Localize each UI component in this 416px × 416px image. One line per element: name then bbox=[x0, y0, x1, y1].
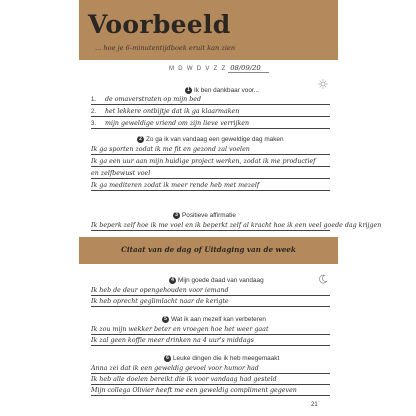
section-number: 6 bbox=[164, 355, 171, 362]
great-day-line-4[interactable] bbox=[91, 181, 330, 191]
date-field: 08/09/20 bbox=[228, 64, 269, 73]
page-subtitle: ... hoe je 6-minutentijdboek eruit kan zien bbox=[95, 44, 236, 52]
improve-line-2[interactable] bbox=[91, 336, 330, 346]
section-number: 3 bbox=[173, 212, 180, 219]
weekday-letters: M D W D V Z Z bbox=[169, 66, 227, 72]
section-number: 5 bbox=[162, 316, 169, 323]
improve-heading-label: Wat ik aan mezelf kan verbeteren bbox=[171, 316, 266, 323]
line-text: Ik ga mediteren zodat ik meer rende heb met mezelf bbox=[91, 182, 260, 189]
fun-things-line-3[interactable] bbox=[91, 386, 330, 396]
journal-page bbox=[79, 0, 382, 416]
gratitude-line-2[interactable]: 2. het lekkere ontbijtje dat ik ga klaarmaken bbox=[91, 107, 330, 117]
gratitude-line-3[interactable]: 3. mijn geweldige vriend om zijn lieve verrijken bbox=[91, 119, 330, 129]
line-text: Mijn collega Olivier heeft me een geweldig compliment gegeven bbox=[91, 387, 297, 394]
gratitude-heading bbox=[185, 87, 259, 94]
line-text: Ik ga een uur aan mijn huidige project werken, zodat ik me productief bbox=[91, 158, 316, 165]
great-day-line-2[interactable] bbox=[91, 157, 330, 167]
good-deed-heading-label: Mijn goede daad van vandaag bbox=[178, 277, 264, 284]
great-day-heading bbox=[137, 136, 284, 143]
section-number: 1 bbox=[185, 87, 192, 94]
line-text: de omaverstraten op mijn bed bbox=[105, 96, 202, 103]
affirmation-heading-label: Positieve affirmatie bbox=[182, 212, 236, 219]
good-deed-line-2[interactable] bbox=[91, 297, 330, 307]
line-text: Ik zal geen koffie meer drinken na 4 uur's middags bbox=[91, 337, 254, 344]
line-text: Ik zou mijn wekker beter en vroegen hoe het weer gaat bbox=[91, 326, 269, 333]
line-text: en zelfbewust voel bbox=[91, 170, 151, 177]
line-text: Ik heb alle doelen bereikt die ik voor vandaag had gesteld bbox=[91, 376, 277, 383]
line-text: Anna zei dat ik een geweldig gevoel voor humor had bbox=[91, 365, 259, 372]
date-row bbox=[169, 64, 269, 72]
section-number: 2 bbox=[137, 136, 144, 143]
line-text: mijn geweldige vriend om zijn lieve verrijken bbox=[105, 120, 250, 127]
fun-things-line-1[interactable] bbox=[91, 364, 330, 374]
great-day-heading-label: Zo ga ik van vandaag een geweldige dag maken bbox=[146, 136, 284, 143]
good-deed-line-1[interactable] bbox=[91, 286, 330, 296]
section-number: 4 bbox=[169, 277, 176, 284]
affirmation-heading bbox=[173, 212, 236, 219]
improve-line-1[interactable] bbox=[91, 325, 330, 335]
line-text: Ik heb de deur opengehouden voor iemand bbox=[91, 287, 229, 294]
gratitude-line-1[interactable]: 1. de omaverstraten op mijn bed bbox=[91, 95, 330, 105]
fun-things-heading bbox=[164, 355, 279, 362]
sun-icon bbox=[318, 79, 328, 89]
quote-text: Citaat van de dag of Uitdaging van de week bbox=[121, 245, 296, 254]
fun-things-line-2[interactable] bbox=[91, 375, 330, 385]
gratitude-heading-label: Ik ben dankbaar voor... bbox=[194, 87, 260, 94]
page-number: 21 bbox=[311, 402, 318, 408]
page-title: Voorbeeld bbox=[88, 10, 231, 39]
line-text: Ik beperk zelf hoe ik me voel en ik beperkt zelf al kracht hoe ik een veel goede dag krijgen bbox=[91, 222, 382, 229]
good-deed-heading bbox=[169, 277, 264, 284]
line-text: Ik ga sporten zodat ik me fit en gezond zal voelen bbox=[91, 146, 250, 153]
fun-things-heading-label: Leuke dingen die ik heb meegemaakt bbox=[173, 355, 280, 362]
great-day-line-3[interactable] bbox=[91, 169, 330, 179]
great-day-line-1[interactable] bbox=[91, 145, 330, 155]
quote-band bbox=[79, 237, 338, 264]
header-band bbox=[79, 0, 338, 60]
line-text: het lekkere ontbijtje dat ik ga klaarmaken bbox=[105, 108, 240, 115]
moon-icon bbox=[318, 274, 328, 284]
affirmation-line-1[interactable] bbox=[91, 221, 382, 231]
improve-heading bbox=[162, 316, 266, 323]
line-text: Ik heb oprecht geglimlacht naar de kerigte bbox=[91, 298, 229, 305]
